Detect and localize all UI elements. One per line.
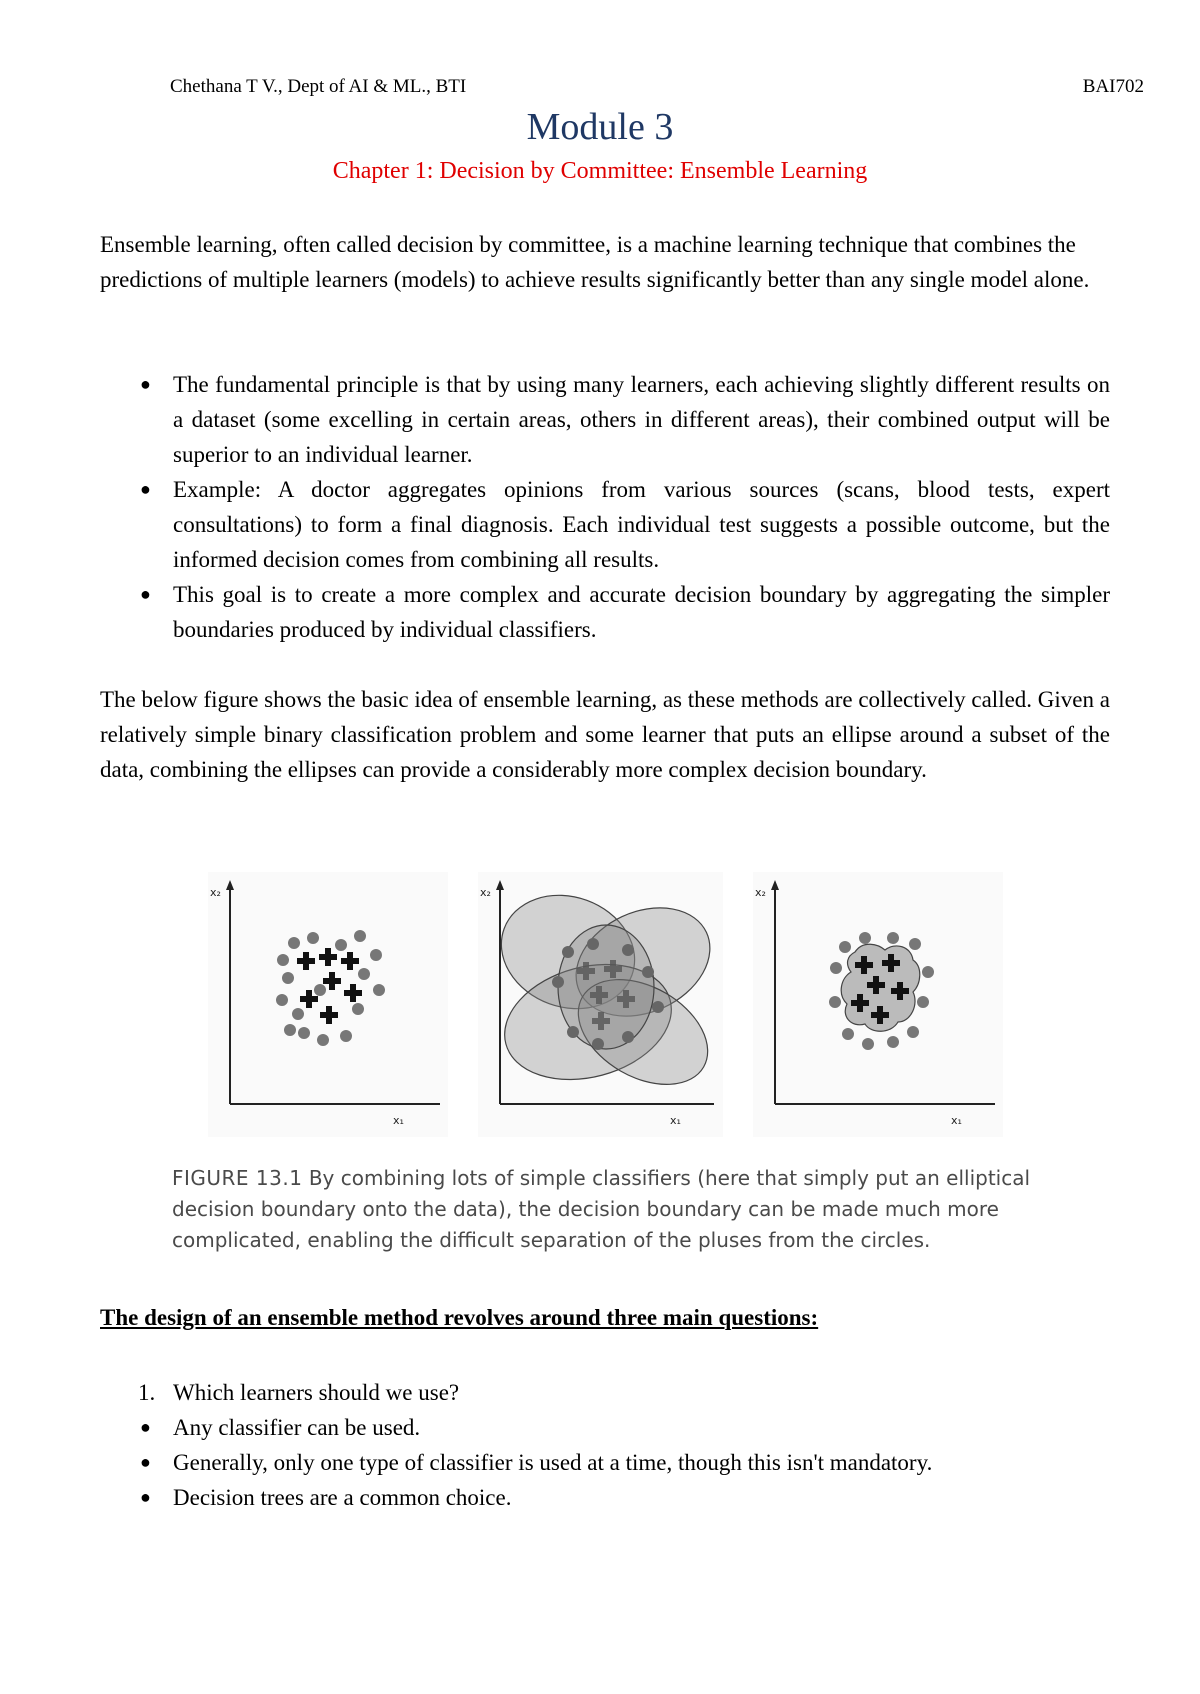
y-axis-label: x₂	[210, 886, 221, 899]
y-axis-label: x₂	[755, 886, 766, 899]
list-item-text: Generally, only one type of classifier is used at a time, though this isn't mandatory.	[173, 1450, 933, 1475]
x-axis-label: x₁	[670, 1114, 681, 1127]
bullet-icon: ●	[140, 1487, 151, 1507]
header-author: Chethana T V., Dept of AI & ML., BTI	[170, 76, 467, 97]
figure-caption-text: By combining lots of simple classifiers (here that simply put an elliptical decision boundary onto the data), the decision boundary can be made much more complicated, enabling the difficult separation of the pluses from the circles.	[172, 1166, 1031, 1252]
x-axis-label: x₁	[393, 1114, 404, 1127]
combined-boundary-icon	[753, 872, 1003, 1137]
figure-panel-combined	[753, 872, 1003, 1137]
bullet-icon: ●	[140, 584, 151, 604]
figure-label: FIGURE 13.1	[172, 1166, 303, 1190]
ensemble-figure	[208, 872, 1013, 1137]
section-heading: The design of an ensemble method revolves around three main questions:	[100, 1305, 819, 1330]
figure-intro-paragraph: The below figure shows the basic idea of ensemble learning, as these methods are collectively called. Given a relatively simple binary classification problem and some learner that puts an ellipse around a subset of the data, combining the ellipses can provide a considerably more complex decision boundary.	[100, 687, 1110, 782]
question-text: Which learners should we use?	[173, 1380, 460, 1405]
x-axis-label: x₁	[951, 1114, 962, 1127]
list-item	[100, 1410, 1110, 1445]
module-title: Module 3	[526, 106, 674, 148]
intro-paragraph: Ensemble learning, often called decision by committee, is a machine learning technique that combines the predictions of multiple learners (models) to achieve results significantly better than any single model alone.	[100, 232, 1090, 292]
figure-panel-data	[208, 872, 448, 1137]
bullet-icon: ●	[140, 479, 151, 499]
numbered-item	[100, 1375, 1110, 1410]
list-item	[100, 1480, 1110, 1515]
question-list	[100, 1375, 1110, 1515]
list-item-text: The fundamental principle is that by using many learners, each achieving slightly different results on a dataset (some excelling in certain areas, others in different areas), their combined output will be superior to an individual learner.	[173, 372, 1110, 467]
bullet-icon: ●	[140, 1417, 151, 1437]
list-item	[100, 367, 1110, 472]
ellipse-classifiers-icon	[478, 872, 723, 1137]
chapter-title: Chapter 1: Decision by Committee: Ensemble Learning	[332, 158, 868, 184]
scatter-plot-icon	[208, 872, 448, 1137]
list-item	[100, 1445, 1110, 1480]
y-axis-label: x₂	[480, 886, 491, 899]
item-number: 1.	[138, 1380, 156, 1405]
list-item-text: Example: A doctor aggregates opinions from various sources (scans, blood tests, expert consultations) to form a final diagnosis. Each individual test suggests a possible outcome, but the informed decision comes from combining all results.	[173, 477, 1110, 572]
list-item-text: Decision trees are a common choice.	[173, 1485, 512, 1510]
bullet-icon: ●	[140, 374, 151, 394]
principle-bullets	[100, 367, 1110, 647]
list-item-text: This goal is to create a more complex and accurate decision boundary by aggregating the simpler boundaries produced by individual classifiers.	[173, 582, 1110, 642]
list-item	[100, 472, 1110, 577]
list-item	[100, 577, 1110, 647]
figure-caption	[172, 1163, 1072, 1256]
bullet-icon: ●	[140, 1452, 151, 1472]
list-item-text: Any classifier can be used.	[173, 1415, 421, 1440]
header-course-code: BAI702	[1082, 76, 1144, 97]
figure-panel-ellipses	[478, 872, 723, 1137]
